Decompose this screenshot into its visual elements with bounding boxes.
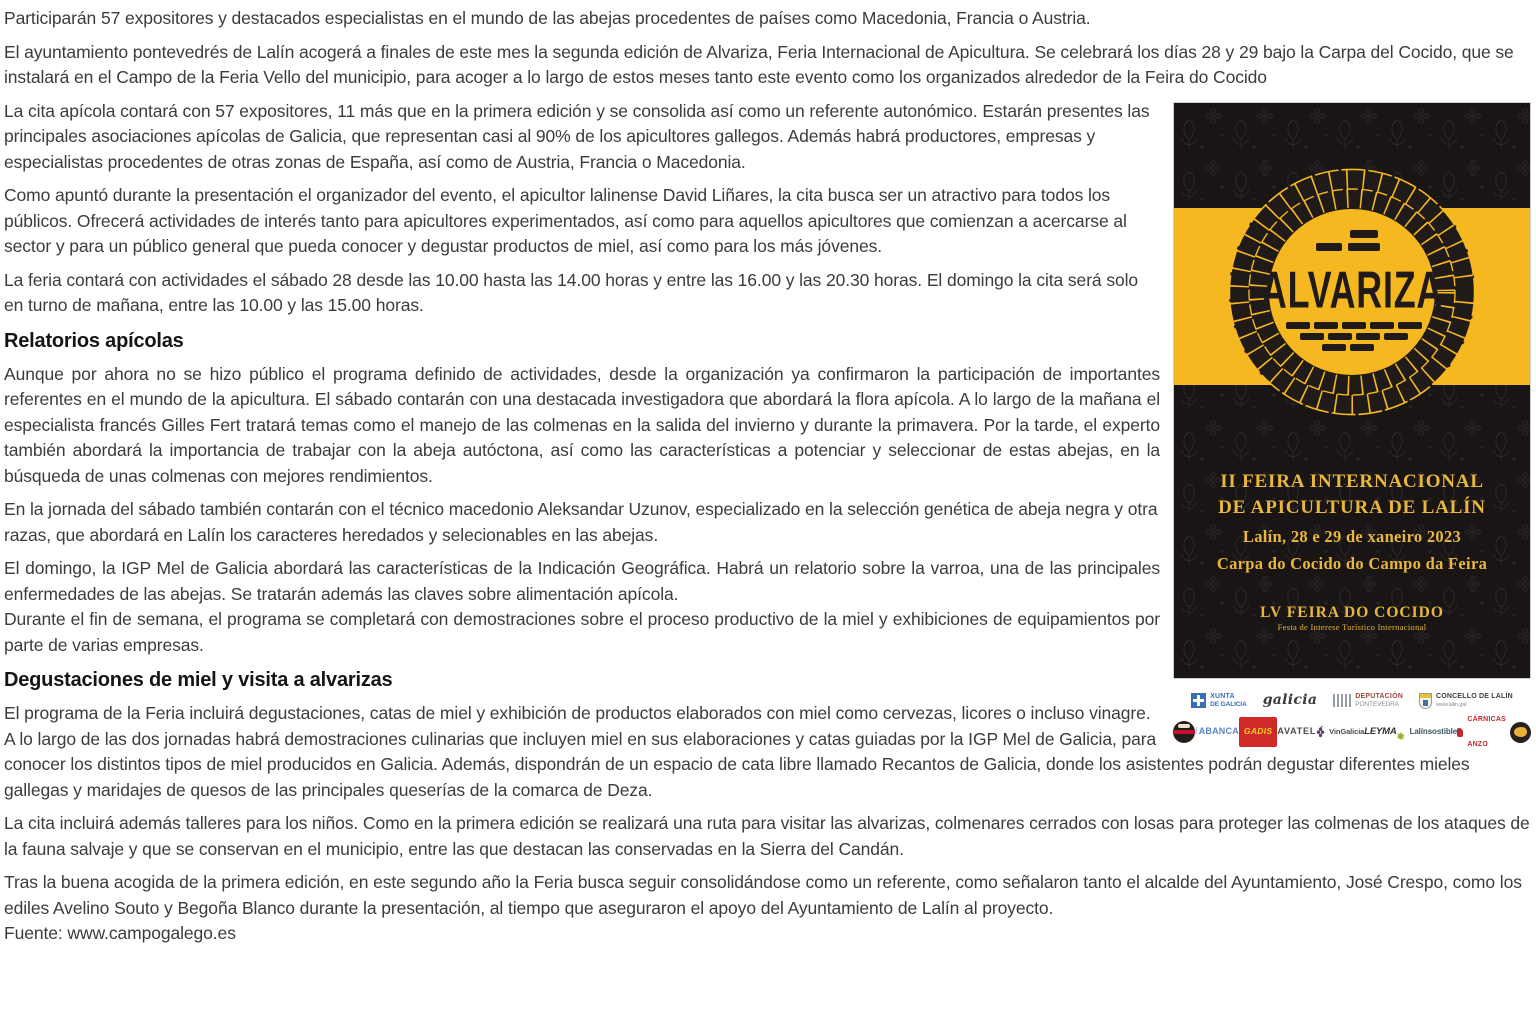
galicia-script-logo: galicia <box>1262 691 1318 708</box>
paragraph-macedonio: En la jornada del sábado también contarán con el técnico macedonio Aleksandar Uzunov, especializado en la selección genética de abeja negra y otra razas, que abordará en Lalín los caracteres heredados y selecionables en las abejas. <box>4 499 1158 545</box>
heading-degustaciones: Degustaciones de miel y visita a alvarizas <box>4 669 393 691</box>
paragraph-domingo-text: El domingo, la IGP Mel de Galicia abordará las características de la Indicación Geográfica. Habrá un relatorio sobre la varroa, una de las principales enfermedades de las abejas. Se tratarán además las claves sobre alimentación apícola. <box>4 558 1160 604</box>
sponsor-label: CONCELLO DE LALÍN <box>1435 692 1513 700</box>
sponsor-label: CÁRNICAS ANZO <box>1467 715 1506 748</box>
sponsor-label: PONTEVEDRA <box>1355 700 1399 708</box>
paragraph-finde-text: Durante el fin de semana, el programa se completará con demostraciones sobre el proceso productivo de la miel y exhibiciones de equipamientos por parte de varias empresas. <box>4 609 1160 655</box>
sponsor-xunta-de-galicia <box>1191 693 1247 709</box>
poster-column <box>1173 102 1531 746</box>
paragraph-talleres: La cita incluirá además talleres para los niños. Como en la primera edición se realizará una ruta para visitar las alvarizas, colmenares cerrados con losas para proteger las colmenas de los ataques de la fauna salvaje y que se conservan en el municipio, entre las que destacan las conservadas en la Sierra del Candán. <box>4 813 1530 859</box>
sponsor-label: VinGalicia <box>1329 727 1365 737</box>
poster-footer-subtitle: Festa de Interese Turístico Internacional <box>1277 621 1427 632</box>
gadis-logo: GADIS <box>1239 717 1277 747</box>
poster-graphic <box>1174 103 1530 678</box>
poster-title-line1: II FEIRA INTERNACIONAL <box>1220 470 1484 492</box>
feira-do-cocido-badge-icon <box>1510 722 1531 743</box>
poster-date: Lalín, 28 e 29 de xaneiro 2023 <box>1242 526 1462 546</box>
sponsor-label: XUNTA <box>1210 692 1235 700</box>
paragraph-horarios: La feria contará con actividades el sábado 28 desde las 10.00 hasta las 14.00 horas y entre las 16.00 y las 20.30 horas. El domingo la cita será solo en turno de mañana, entre las 10.00 y las 15.00 horas. <box>4 269 1139 315</box>
lalinsostible-logo <box>1397 719 1458 745</box>
paragraph-programa: Aunque por ahora no se hizo público el programa definido de actividades, desde la organización ya confirmaron la participación de importantes referentes en el mundo de la apicultura. El sábado contarán con una destacada investigadora que abordará la flora apícola. A lo largo de la mañana el especialista francés Gilles Fert tratará temas como el manejo de las colmenas en la salida del invierno y durante la primavera. Por la tarde, el experto también abordará la importancia de trabajar con la abeja autóctona, así como las características a potenciar y seleccionar de estas abejas, en la búsqueda de unas colmenas con mejores rendimientos. <box>4 363 1160 486</box>
sponsor-label: www.lalin.gal <box>1435 701 1467 708</box>
paragraph-organizador: Como apuntó durante la presentación el organizador del evento, el apicultor lalinense David Liñares, la cita busca ser un atractivo para todos los públicos. Ofrecerá actividades de interés tanto para apicultores experimentados, así como para aquellos apicultores que comienzan a acercarse al sector y para un público general que pueda conocer y degustar productos de miel, así como para los más jóvenes. <box>4 185 1127 256</box>
poster-venue: Carpa do Cocido do Campo da Feira <box>1216 553 1488 573</box>
heading-relatorios: Relatorios apícolas <box>4 329 184 352</box>
concello-crest-icon <box>1419 693 1432 709</box>
article <box>4 6 1531 947</box>
poster-title-line2: DE APICULTURA DE LALÍN <box>1218 496 1486 518</box>
alvariza-stone-ring-icon <box>1229 169 1474 414</box>
avatel-logo: AVATEL <box>1277 726 1317 737</box>
sponsor-label: DE GALICIA <box>1210 700 1247 708</box>
leyma-logo: LEYMA <box>1364 726 1397 738</box>
sponsor-logos <box>1173 679 1531 746</box>
sponsor-deputacion-pontevedra <box>1333 693 1403 709</box>
vingalicia-logo <box>1316 719 1364 745</box>
poster-brand: ALVARIZA <box>1260 261 1444 319</box>
poster-footer-title: LV FEIRA DO COCIDO <box>1260 603 1444 621</box>
paragraph-degustaciones: El programa de la Feria incluirá degustaciones, catas de miel y exhibición de productos elaborados con miel como cervezas, licores o incluso vinagre. A lo largo de las dos jornadas habrá demostraciones culinarias que incluyen miel en sus elaboraciones y catas guiadas por la IGP Mel de Galicia, para conocer los distintos tipos de miel producidos en Galicia. Además, dispondrán de un espacio de cata libre llamado Recantos de Galicia, donde los asistentes podrán degustar diferentes mieles gallegas y maridajes de quesos de las principales queserías de la comarca de Deza. <box>4 703 1470 800</box>
sponsor-galicia <box>1263 688 1318 714</box>
grapes-icon <box>1316 726 1325 738</box>
bull-icon <box>1457 728 1463 737</box>
paragraph-expositores: La cita apícola contará con 57 expositores, 11 más que en la primera edición y se consolida así como un referente autonómico. Estarán presentes las principales asociaciones apícolas de Galicia, que representan casi al 90% de los apicultores gallegos. Además habrá productores, empresas y especialistas procedentes de otras zonas de España, así como de Austria, Francia o Macedonia. <box>4 100 1150 172</box>
source-line: Fuente: www.campogalego.es <box>4 923 236 943</box>
paragraph-lead: Participarán 57 expositores y destacados especialistas en el mundo de las abejas procedentes de países como Macedonia, Francia o Austria. <box>4 8 1091 28</box>
sponsor-label: Lalínsostible <box>1409 727 1458 737</box>
event-poster-image <box>1173 102 1531 679</box>
paragraph-acogida-text: Tras la buena acogida de la primera edición, en este segundo año la Feria busca seguir consolidándose como un referente, como señalaron tanto el alcalde del Ayuntamiento, José Crespo, como los ediles Avelino Souto y Begoña Blanco durante la presentación, al tiempo que aseguraron el apoyo del Ayuntamiento de Lalín al proyecto. <box>4 872 1522 918</box>
estrella-galicia-logo-icon <box>1173 721 1195 743</box>
abanca-logo: / ABANCA <box>1195 719 1239 745</box>
paragraph-edition: El ayuntamiento pontevedrés de Lalín acogerá a finales de este mes la segunda edición de Alvariza, Feria Internacional de Apicultura. Se celebrará los días 28 y 29 bajo la Carpa del Cocido, que se instalará en el Campo de la Feria Vello del municipio, para acoger a lo largo de estos meses tanto este evento como los organizados alrededor de la Feira do Cocido <box>4 41 1514 87</box>
sponsor-label: DEPUTACIÓN <box>1355 692 1403 700</box>
deputacion-barcode-icon <box>1333 694 1351 707</box>
xunta-de-galicia-logo-icon <box>1191 693 1206 708</box>
carnicas-anzo-logo <box>1457 707 1510 758</box>
asterisk-icon <box>1397 727 1406 737</box>
paragraph-acogida <box>4 870 1531 947</box>
commercial-logos-row <box>1173 715 1531 748</box>
